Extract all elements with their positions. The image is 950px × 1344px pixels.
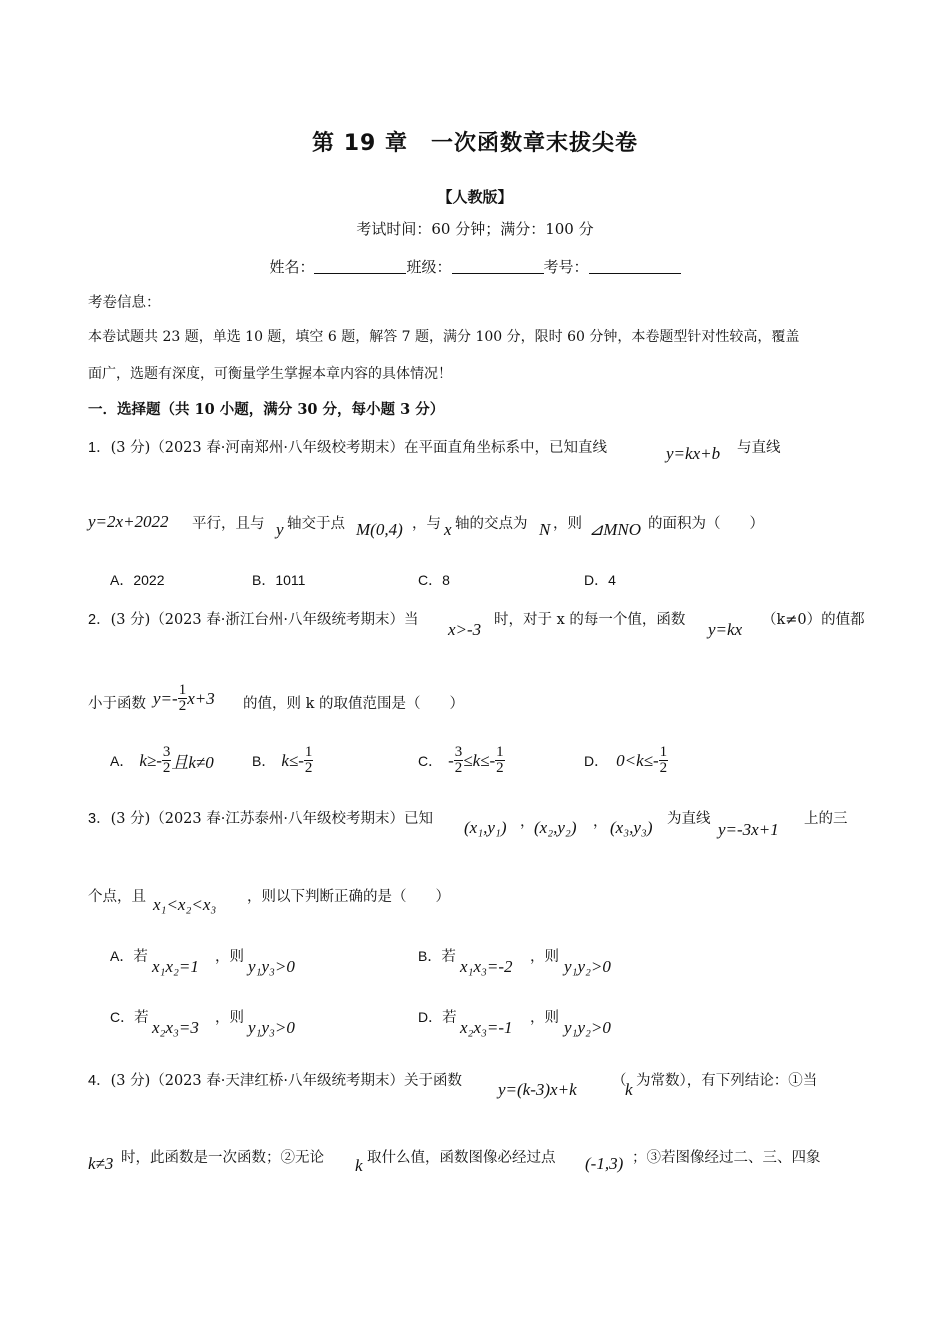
option-condition: x₂x₃=-1 [460,1018,513,1037]
option-value: 8 [442,572,450,588]
page-title: 第 19 章 一次函数章末拔尖卷 [312,131,638,156]
formula-part: k≤- [281,750,304,770]
question-source: （2023 春·江苏泰州·八年级校考期末） [150,811,404,827]
option-condition: x₁x₃=-2 [460,957,513,976]
option-label: A． [110,752,134,769]
comma: ， [593,814,608,830]
q3-option-b[interactable] [418,945,456,966]
formula-y-2x-2022: y=2x+2022 [88,512,169,531]
denominator: 2 [496,760,504,776]
option-result: y₁y₂>0 [564,957,611,976]
formula-n: N [539,520,551,539]
option-text: ，则 [215,1010,244,1026]
question-number: 4． [88,1073,111,1089]
question-text: 当 [403,612,419,628]
question-score: (3 分) [110,440,151,456]
question-text: 已知 [403,811,433,827]
class-blank[interactable] [452,259,544,274]
formula-y: y [276,520,284,539]
option-text: 若 [134,1010,149,1026]
question-score: (3 分) [110,811,151,827]
formula-x: x [444,520,452,539]
question-text: （k≠0）的值都 [762,612,865,628]
question-text: 平行，且与 [192,516,265,532]
option-label: D． [584,752,609,769]
question-text: 时，此函数是一次函数；②无论 [121,1150,324,1166]
formula-part: ≤k≤- [463,750,496,770]
fraction [304,745,314,776]
q3-option-a[interactable] [110,945,148,966]
info-heading: 考卷信息： [88,295,161,311]
formula-part: 且k≠0 [171,753,214,772]
question-source: （2023 春·天津红桥·八年级统考期末） [150,1073,404,1089]
section-heading: 一．选择题（共 10 小题，满分 30 分，每小题 3 分） [88,401,445,418]
formula-point-neg1-3: (-1,3) [585,1154,624,1173]
option-label: A． [110,948,134,964]
option-text: ，则 [530,949,559,965]
question-text: ，与 [412,516,441,532]
formula-y-kx: y=kx [708,620,743,639]
denominator: 2 [304,760,313,776]
denominator: 2 [162,760,171,776]
question-1-line-1 [88,436,607,457]
option-value: 2022 [133,572,165,588]
q1-option-c[interactable] [418,570,450,590]
option-text: ，则 [215,949,244,965]
option-label: D． [418,1009,443,1025]
q1-option-a[interactable] [110,570,165,590]
question-text: 的面积为（ ） [648,516,764,532]
numerator: 1 [304,744,313,760]
question-text: 轴交于点 [287,516,345,532]
formula-point-m: M(0,4) [356,520,403,539]
denominator: 2 [178,698,187,714]
question-text: 为直线 [667,811,711,827]
name-label: 姓名： [269,258,315,276]
formula-part: y=- [153,688,178,708]
question-text: 时，对于 x 的每一个值，函数 [494,612,686,628]
question-text: 为常数），有下列结论：①当 [636,1073,818,1089]
option-text: 若 [442,1010,457,1026]
option-text: 若 [441,949,456,965]
option-label: C． [110,1009,135,1025]
denominator: 2 [659,760,668,776]
numerator: 1 [178,682,187,698]
option-label: A． [110,572,134,588]
formula-part: 0<k≤- [616,750,659,770]
question-text: 与直线 [737,440,781,456]
formula-point-2: (x₂,y₂) [534,818,577,837]
question-text: 关于函数 [403,1073,462,1089]
option-result: y₁y₂>0 [564,1018,611,1037]
question-text: ，则 [553,516,582,532]
formula-y-neg-half-x-3 [153,683,215,714]
option-label: C． [418,572,443,588]
q1-option-d[interactable] [584,570,616,590]
question-source: （2023 春·河南郑州·八年级校考期末） [150,440,404,456]
question-4-line-1 [88,1069,462,1090]
formula-y-kx-b: y=kx+b [666,444,721,463]
formula-y-neg3x-1: y=-3x+1 [718,820,779,839]
q2-option-d[interactable] [584,745,668,776]
option-condition: x₁x₂=1 [152,957,199,976]
number-blank[interactable] [589,259,681,274]
question-text: （ [612,1073,627,1089]
fraction [454,745,464,776]
option-label: D． [584,572,609,588]
fraction [659,745,669,776]
numerator: 1 [659,744,668,760]
question-text: 取什么值，函数图像必经过点 [367,1150,556,1166]
question-text: 的值，则 k 的取值范围是（ ） [243,696,465,712]
question-score: (3 分) [110,1073,151,1089]
name-blank[interactable] [314,259,406,274]
formula-part: k≥- [139,750,162,770]
q3-option-c[interactable] [110,1006,149,1027]
fraction [162,745,172,776]
q2-option-c[interactable] [418,745,505,776]
class-label: 班级： [406,258,452,276]
question-1-line-2 [88,512,169,532]
formula-k: k [625,1080,633,1099]
formula-x-order: x₁<x₂<x₃ [153,895,217,914]
option-label: B． [418,948,442,964]
option-result: y₁y₃>0 [248,1018,295,1037]
question-score: (3 分) [110,612,151,628]
formula-k: k [355,1156,363,1175]
formula-point-3: (x₃,y₃) [610,818,653,837]
option-value: 4 [608,572,616,588]
option-text: 若 [133,949,148,965]
formula-part: - [448,750,454,770]
info-line-1: 本卷试题共 23 题，单选 10 题，填空 6 题，解答 7 题，满分 100 分，限时 60 分钟，本卷题型针对性较高，覆盖 [88,329,800,345]
question-number: 3． [88,811,111,827]
question-number: 2． [88,612,111,628]
question-text: 上的三 [804,811,848,827]
student-fields [0,256,950,277]
numerator: 3 [162,744,171,760]
exam-time: 考试时间：60 分钟；满分：100 分 [356,220,594,238]
numerator: 1 [496,744,504,760]
option-label: B． [252,752,276,769]
question-source: （2023 春·浙江台州·八年级统考期末） [150,612,404,628]
option-label: C． [418,752,443,769]
info-line-2: 面广，选题有深度，可衡量学生掌握本章内容的具体情况！ [88,366,452,382]
option-result: y₁y₃>0 [248,957,295,976]
denominator: 2 [454,760,463,776]
formula-triangle-mno: ⊿MNO [589,520,642,539]
q1-option-b[interactable] [252,570,305,590]
option-condition: x₂x₃=3 [152,1018,199,1037]
comma: ， [520,814,535,830]
number-label: 考号： [543,258,589,276]
numerator: 3 [454,744,463,760]
formula-point-1: (x₁,y₁) [464,818,507,837]
option-text: ，则 [530,1010,559,1026]
option-label: B． [252,572,276,588]
formula-k-neq-3: k≠3 [88,1154,114,1173]
option-value: 1011 [275,572,306,588]
q2-option-a[interactable] [110,745,214,776]
question-text: ，则以下判断正确的是（ ） [247,889,450,905]
edition-label: 【人教版】 [437,188,513,206]
question-text: ；③若图像经过二、三、四象 [632,1150,821,1166]
question-number: 1． [88,440,111,456]
question-text: 在平面直角坐标系中，已知直线 [403,440,607,456]
formula-part: x+3 [187,688,215,708]
formula-x-gt-neg3: x>-3 [448,620,482,639]
question-text: 小于函数 [88,696,146,712]
q2-option-b[interactable] [252,745,313,776]
question-text: 轴的交点为 [455,516,528,532]
question-2-line-1 [88,608,418,629]
fraction [178,683,188,714]
fraction [495,745,505,776]
formula-y-k3x-k: y=(k-3)x+k [498,1080,577,1099]
question-3-line-1 [88,807,433,828]
q3-option-d[interactable] [418,1006,457,1027]
question-text: 个点，且 [88,889,146,905]
question-1-line-2-text [192,512,265,533]
